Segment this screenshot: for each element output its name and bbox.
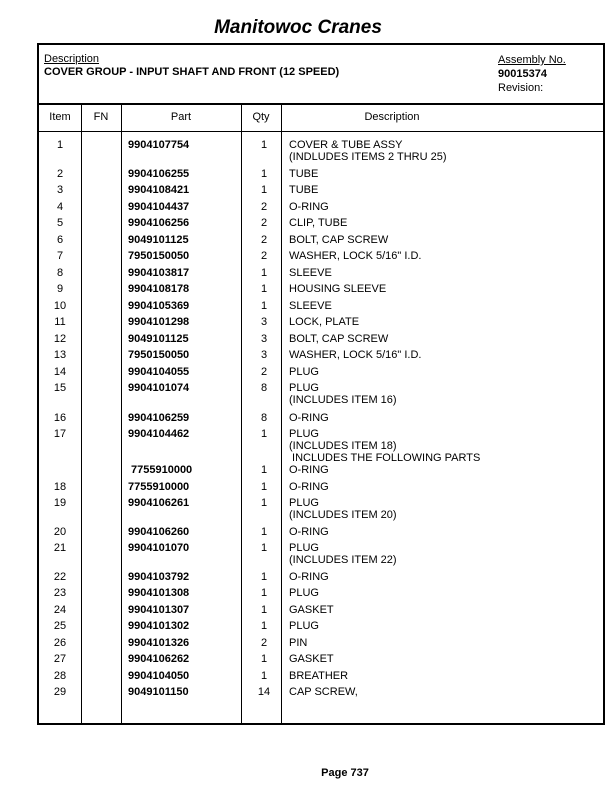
part-description: PLUG: [289, 587, 319, 599]
part-number: 9049101150: [128, 686, 189, 698]
quantity: 1: [260, 464, 268, 476]
column-header-qty: Qty: [252, 111, 270, 123]
item-number: 17: [53, 428, 67, 440]
item-number: 12: [53, 333, 67, 345]
column-header-row: [39, 103, 603, 132]
item-number: 19: [53, 497, 67, 509]
quantity: 1: [260, 283, 268, 295]
part-number: 7755910000: [131, 464, 193, 476]
part-description: WASHER, LOCK 5/16" I.D.: [289, 349, 422, 361]
part-number: 9904104437: [128, 201, 190, 213]
part-number: 7950150050: [128, 349, 190, 361]
assembly-label: Assembly No.: [498, 54, 566, 66]
part-description: O-RING: [289, 201, 329, 213]
item-number: 9: [56, 283, 64, 295]
quantity: 3: [260, 349, 268, 361]
part-number: 7950150050: [128, 250, 190, 262]
quantity: 1: [260, 497, 268, 509]
quantity: 1: [260, 267, 268, 279]
quantity: 1: [260, 571, 268, 583]
quantity: 1: [260, 139, 268, 151]
part-number: 9904101070: [128, 542, 190, 554]
part-number: 9904106260: [128, 526, 190, 538]
column-divider: [121, 103, 122, 723]
part-description: LOCK, PLATE: [289, 316, 360, 328]
part-description: PLUG (INCLUDES ITEM 20): [289, 497, 397, 521]
part-description: BOLT, CAP SCREW: [289, 234, 389, 246]
part-number: 9904106261: [128, 497, 190, 509]
item-number: 5: [56, 217, 64, 229]
quantity: 2: [260, 234, 268, 246]
quantity: 8: [260, 412, 268, 424]
part-number: 9904107754: [128, 139, 190, 151]
part-number: 9049101125: [128, 333, 189, 345]
part-number: 9904101298: [128, 316, 190, 328]
quantity: 8: [260, 382, 268, 394]
item-number: 4: [56, 201, 64, 213]
page-number: Page 737: [321, 767, 369, 779]
part-description: CLIP, TUBE: [289, 217, 348, 229]
quantity: 2: [260, 201, 268, 213]
part-description: BREATHER: [289, 670, 349, 682]
part-description: PLUG: [289, 620, 319, 632]
column-header-fn: FN: [93, 111, 109, 123]
part-number: 9904108178: [128, 283, 190, 295]
part-description: O-RING: [289, 464, 329, 476]
quantity: 1: [260, 620, 268, 632]
part-number: 9904101307: [128, 604, 190, 616]
part-number: 9904101302: [128, 620, 190, 632]
part-number: 9904103792: [128, 571, 190, 583]
part-description: HOUSING SLEEVE: [289, 283, 387, 295]
item-number: 13: [53, 349, 67, 361]
part-description: PIN: [289, 637, 308, 649]
part-description: SLEEVE: [289, 267, 332, 279]
item-number: 8: [56, 267, 64, 279]
part-number: 9904104050: [128, 670, 190, 682]
quantity: 1: [260, 300, 268, 312]
revision-label: Revision:: [498, 82, 544, 94]
item-number: 15: [53, 382, 67, 394]
item-number: 20: [53, 526, 67, 538]
part-description: O-RING: [289, 571, 329, 583]
part-number: 9904105369: [128, 300, 190, 312]
quantity: 2: [260, 217, 268, 229]
column-divider: [281, 103, 282, 723]
quantity: 1: [260, 587, 268, 599]
part-number: 9904101308: [128, 587, 190, 599]
assembly-block: [498, 53, 566, 95]
item-number: 6: [56, 234, 64, 246]
item-number: 22: [53, 571, 67, 583]
part-number: 9904104055: [128, 366, 190, 378]
part-description: PLUG (INCLUDES ITEM 22): [289, 542, 397, 566]
column-header-item: Item: [49, 111, 71, 123]
quantity: 3: [260, 333, 268, 345]
quantity: 1: [260, 184, 268, 196]
part-description: TUBE: [289, 184, 319, 196]
part-number: 9904106259: [128, 412, 190, 424]
item-number: 16: [53, 412, 67, 424]
item-number: 10: [53, 300, 67, 312]
quantity: 1: [260, 428, 268, 440]
assembly-description: COVER GROUP - INPUT SHAFT AND FRONT (12 SPEED): [44, 66, 340, 78]
description-block: [44, 53, 339, 78]
part-number: 9049101125: [128, 234, 189, 246]
item-number: 27: [53, 653, 67, 665]
item-number: 26: [53, 637, 67, 649]
column-header-part: Part: [170, 111, 192, 123]
item-number: 7: [56, 250, 64, 262]
part-description: PLUG (INCLUDES ITEM 18) INCLUDES THE FOLLOWING PARTS: [289, 428, 481, 464]
part-number: 9904106255: [128, 168, 190, 180]
column-divider: [81, 103, 82, 723]
item-number: 25: [53, 620, 67, 632]
document-title: Manitowoc Cranes: [214, 17, 382, 38]
description-label: Description: [44, 53, 100, 65]
assembly-header: [39, 45, 603, 105]
quantity: 3: [260, 316, 268, 328]
quantity: 1: [260, 604, 268, 616]
part-description: WASHER, LOCK 5/16" I.D.: [289, 250, 422, 262]
assembly-number: 90015374: [498, 68, 547, 80]
part-description: PLUG (INCLUDES ITEM 16): [289, 382, 397, 406]
quantity: 14: [257, 686, 271, 698]
quantity: 1: [260, 481, 268, 493]
part-number: 9904101326: [128, 637, 190, 649]
column-divider: [241, 103, 242, 723]
item-number: 2: [56, 168, 64, 180]
quantity: 1: [260, 526, 268, 538]
part-description: GASKET: [289, 653, 334, 665]
item-number: 28: [53, 670, 67, 682]
item-number: 1: [56, 139, 64, 151]
part-number: 9904106262: [128, 653, 190, 665]
parts-table-frame: [37, 43, 605, 725]
item-number: 21: [53, 542, 67, 554]
part-description: O-RING: [289, 412, 329, 424]
part-description: O-RING: [289, 481, 329, 493]
part-number: 7755910000: [128, 481, 190, 493]
item-number: 24: [53, 604, 67, 616]
part-description: BOLT, CAP SCREW: [289, 333, 389, 345]
part-description: SLEEVE: [289, 300, 332, 312]
quantity: 2: [260, 366, 268, 378]
part-description: GASKET: [289, 604, 334, 616]
item-number: 23: [53, 587, 67, 599]
part-number: 9904106256: [128, 217, 190, 229]
item-number: 3: [56, 184, 64, 196]
quantity: 2: [260, 637, 268, 649]
part-number: 9904104462: [128, 428, 190, 440]
part-description: PLUG: [289, 366, 319, 378]
part-number: 9904108421: [128, 184, 190, 196]
quantity: 2: [260, 250, 268, 262]
quantity: 1: [260, 542, 268, 554]
quantity: 1: [260, 653, 268, 665]
item-number: 11: [54, 316, 66, 328]
part-number: 9904101074: [128, 382, 190, 394]
quantity: 1: [260, 168, 268, 180]
part-description: TUBE: [289, 168, 319, 180]
item-number: 18: [53, 481, 67, 493]
column-header-description: Description: [364, 111, 420, 123]
item-number: 14: [53, 366, 67, 378]
part-description: O-RING: [289, 526, 329, 538]
quantity: 1: [260, 670, 268, 682]
part-description: CAP SCREW,: [289, 686, 358, 698]
part-number: 9904103817: [128, 267, 190, 279]
part-description: COVER & TUBE ASSY (INDLUDES ITEMS 2 THRU 25): [289, 139, 447, 163]
item-number: 29: [53, 686, 67, 698]
